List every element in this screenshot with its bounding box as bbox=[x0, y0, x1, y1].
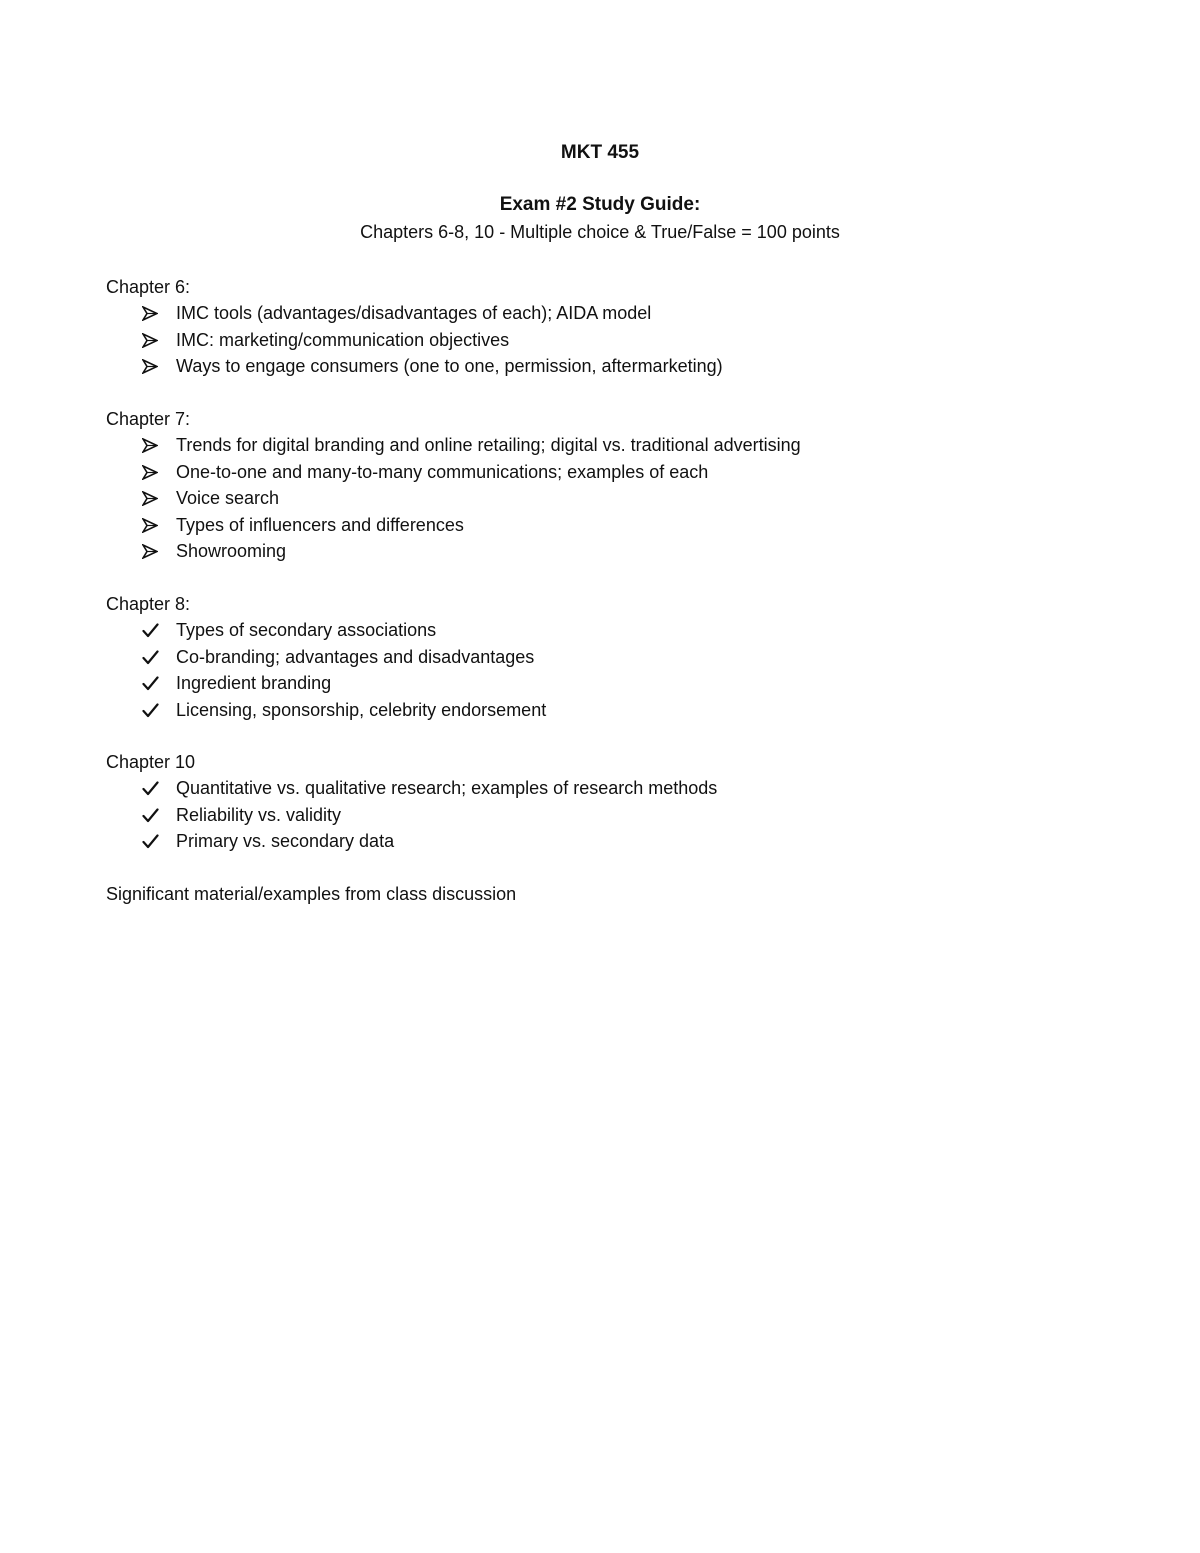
list-item bbox=[106, 538, 1006, 565]
arrowhead-bullet-icon bbox=[142, 432, 160, 458]
exam-subtitle: Chapters 6-8, 10 - Multiple choice & True/False = 100 points bbox=[360, 222, 840, 242]
list-item-text: Ways to engage consumers (one to one, permission, aftermarketing) bbox=[176, 356, 723, 376]
list-item-text: Co-branding; advantages and disadvantages bbox=[176, 646, 535, 667]
list-item bbox=[106, 828, 1006, 855]
list-item-text: Showrooming bbox=[176, 541, 287, 561]
list-item bbox=[106, 432, 1006, 459]
exam-title: Exam #2 Study Guide: bbox=[499, 194, 701, 215]
list-item bbox=[106, 617, 1006, 644]
list-item-text: Voice search bbox=[176, 488, 280, 508]
list-item bbox=[106, 327, 1006, 354]
list-item-text: Quantitative vs. qualitative research; examples of research methods bbox=[176, 778, 718, 798]
list-item-text: Licensing, sponsorship, celebrity endorsement bbox=[176, 699, 547, 720]
list-item bbox=[106, 300, 1006, 327]
checkmark-bullet-icon bbox=[142, 775, 160, 801]
chapter-section-8 bbox=[106, 591, 1006, 723]
checkmark-bullet-icon bbox=[142, 617, 160, 643]
chapter-heading: Chapter 10 bbox=[106, 752, 196, 772]
list-item-text: One-to-one and many-to-many communications; examples of each bbox=[176, 461, 709, 482]
list-item-text: Types of influencers and differences bbox=[176, 514, 464, 535]
chapter-topic-list bbox=[106, 432, 1006, 565]
checkmark-bullet-icon bbox=[142, 644, 160, 670]
footer-note: Significant material/examples from class discussion bbox=[106, 884, 517, 904]
list-item bbox=[106, 512, 1006, 539]
arrowhead-bullet-icon bbox=[142, 485, 160, 511]
checkmark-bullet-icon bbox=[142, 697, 160, 723]
list-item bbox=[106, 670, 1006, 697]
arrowhead-bullet-icon bbox=[142, 300, 160, 326]
checkmark-bullet-icon bbox=[142, 802, 160, 828]
list-item-text: Ingredient branding bbox=[176, 673, 332, 693]
arrowhead-bullet-icon bbox=[142, 538, 160, 564]
list-item bbox=[106, 697, 1006, 724]
chapter-topic-list bbox=[106, 617, 1006, 723]
list-item bbox=[106, 459, 1006, 486]
list-item-text: Trends for digital branding and online retailing; digital vs. traditional advertising bbox=[176, 435, 801, 455]
checkmark-bullet-icon bbox=[142, 670, 160, 696]
arrowhead-bullet-icon bbox=[142, 327, 160, 353]
chapter-topic-list bbox=[106, 300, 1006, 380]
arrowhead-bullet-icon bbox=[142, 512, 160, 538]
chapter-heading: Chapter 7: bbox=[106, 409, 191, 429]
chapter-section-10 bbox=[106, 749, 1006, 855]
list-item-text: Types of secondary associations bbox=[176, 620, 437, 640]
chapter-section-6 bbox=[106, 274, 1006, 380]
list-item bbox=[106, 775, 1006, 802]
list-item bbox=[106, 802, 1006, 829]
chapter-topic-list bbox=[106, 775, 1006, 855]
list-item-text: Reliability vs. validity bbox=[176, 804, 342, 825]
list-item-text: IMC: marketing/communication objectives bbox=[176, 329, 510, 350]
chapter-section-7 bbox=[106, 406, 1006, 565]
chapter-heading: Chapter 8: bbox=[106, 594, 191, 614]
list-item-text: IMC tools (advantages/disadvantages of each); AIDA model bbox=[176, 303, 652, 323]
course-title: MKT 455 bbox=[560, 142, 640, 163]
list-item bbox=[106, 485, 1006, 512]
checkmark-bullet-icon bbox=[142, 828, 160, 854]
chapter-heading: Chapter 6: bbox=[106, 277, 191, 297]
arrowhead-bullet-icon bbox=[142, 353, 160, 379]
list-item-text: Primary vs. secondary data bbox=[176, 831, 395, 851]
list-item bbox=[106, 353, 1006, 380]
list-item bbox=[106, 644, 1006, 671]
arrowhead-bullet-icon bbox=[142, 459, 160, 485]
